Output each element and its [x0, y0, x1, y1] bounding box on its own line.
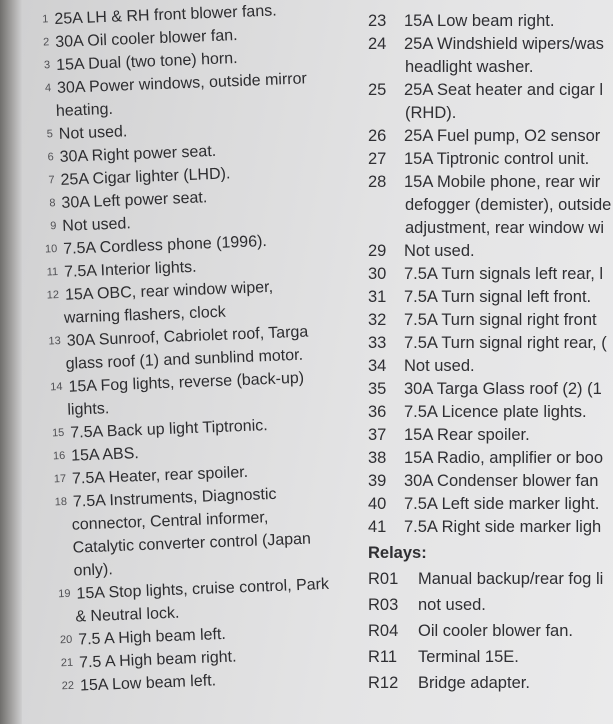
fuse-number: 25 [368, 81, 387, 99]
fuse-item [368, 424, 530, 447]
fuse-number: 32 [368, 311, 387, 329]
fuse-number: 8 [49, 197, 56, 210]
fuse-number: 33 [368, 334, 387, 352]
fuse-description-line: headlight washer. [405, 58, 534, 76]
fuse-item [368, 240, 475, 263]
fuse-number: 7 [48, 174, 55, 187]
fuse-description-line: 30A Sunroof, Cabriolet roof, Targa [66, 323, 309, 350]
fuse-item [368, 378, 602, 401]
fuse-description-line: 7.5A Left side marker light. [404, 495, 600, 513]
fuse-description-line: 7.5A Turn signal right rear, ( [404, 334, 607, 352]
fuse-number: 26 [368, 127, 387, 145]
relay-item [368, 646, 519, 669]
fuse-number: 24 [368, 35, 387, 53]
fuse-item [44, 67, 308, 123]
fuse-number: 18 [54, 495, 68, 509]
fuse-number: 28 [368, 173, 387, 191]
fuse-description-line: 7.5A Interior lights. [63, 258, 197, 281]
fuse-item [368, 493, 599, 516]
fuse-item [61, 669, 217, 697]
fuse-description-line: 30A Left power seat. [61, 189, 208, 212]
fuse-description-line: 7.5 A High beam right. [78, 648, 237, 672]
fuse-description-line: 7.5A Instruments, Diagnostic [72, 485, 277, 511]
fuse-number: 29 [368, 242, 387, 260]
fuse-number: 31 [368, 288, 387, 306]
fuse-description-line: 25A Cigar lighter (LHD). [60, 165, 231, 189]
fuse-item [52, 442, 140, 468]
fuse-description-line: 30A Condenser blower fan [404, 472, 599, 490]
fuse-description-line: Not used. [404, 357, 475, 375]
fuse-number: 11 [46, 266, 59, 279]
fuse-item [368, 355, 475, 378]
fuse-number: 34 [368, 357, 387, 375]
fuse-description-line: 7.5A Turn signal right front [404, 311, 597, 329]
fuse-description-line: 7.5A Cordless phone (1996). [62, 233, 268, 258]
fuse-description-line: 7.5A Turn signals left rear, l [404, 265, 604, 283]
fuse-description-line: 30A Oil cooler blower fan. [54, 26, 238, 51]
fuse-item [368, 125, 600, 148]
fuse-item [368, 447, 603, 470]
fuse-item [368, 33, 604, 56]
page-gutter-shadow [0, 0, 22, 724]
fuse-number: 36 [368, 403, 387, 421]
fuse-description-line: 7.5 A High beam left. [77, 625, 227, 649]
fuse-description-line: 7.5A Right side marker ligh [404, 518, 602, 536]
fuse-number: 6 [47, 151, 54, 164]
fuse-item [50, 367, 305, 422]
fuse-number: 9 [50, 220, 57, 233]
relay-item [368, 620, 573, 643]
fuse-number: 19 [58, 587, 71, 601]
fuse-number: 15 [51, 426, 65, 440]
fuse-description-line: connector, Central informer, [71, 509, 269, 534]
fuse-description-line: 25A LH & RH front blower fans. [54, 2, 277, 28]
fuse-number: 17 [53, 472, 67, 486]
fuse-number: 1 [42, 13, 49, 26]
fuse-description-line: lights. [67, 400, 110, 419]
relay-description: Oil cooler blower fan. [418, 622, 573, 640]
fuse-description-line: 25A Windshield wipers/was [404, 35, 604, 53]
fuse-item [368, 516, 601, 539]
fuse-list-left-column [42, 0, 354, 695]
fuse-number: 14 [50, 380, 63, 394]
fuse-item [46, 120, 128, 146]
relay-item [368, 672, 530, 695]
fuse-item [368, 332, 607, 355]
fuse-number: 39 [368, 472, 387, 490]
relay-code: R01 [368, 570, 399, 588]
fuse-number: 20 [59, 633, 73, 647]
fuse-description-line: adjustment, rear window wi [405, 219, 604, 237]
fuse-description-line: 30A Right power seat. [59, 142, 217, 166]
fuse-description-line: Not used. [58, 123, 128, 143]
fuse-number: 22 [61, 679, 75, 693]
fuse-description-line: Catalytic converter control (Japan [72, 530, 312, 557]
fuse-description-line: 7.5A Turn signal left front. [404, 288, 592, 306]
fuse-number: 2 [42, 36, 50, 49]
fuse-item [368, 79, 603, 102]
fuse-description-line: only). [73, 561, 114, 580]
fuse-description-line: 15A Stop lights, cruise control, Park [76, 575, 330, 603]
fuse-number: 38 [368, 449, 387, 467]
fuse-item [54, 482, 313, 583]
fuse-number: 35 [368, 380, 387, 398]
fuse-description-line: 7.5A Heater, rear spoiler. [71, 463, 249, 488]
relay-code: R11 [368, 648, 398, 666]
fuse-description-line: 25A Seat heater and cigar l [404, 81, 604, 99]
relay-code: R03 [368, 596, 399, 614]
fuse-number: 23 [368, 12, 387, 30]
fuse-description-line: 7.5A Back up light Tiptronic. [70, 417, 268, 442]
fuse-number: 5 [46, 128, 54, 141]
fuse-description-line: (RHD). [405, 104, 457, 122]
fuse-description-line: 15A Low beam left. [79, 672, 217, 695]
fuse-number: 12 [46, 289, 60, 302]
fuse-description-line: 25A Fuel pump, O2 sensor [404, 127, 601, 145]
fuse-description-line: 30A Power windows, outside mirror [56, 70, 308, 97]
fuse-number: 27 [368, 150, 387, 168]
fuse-description-line: Not used. [404, 242, 475, 260]
relay-code: R04 [368, 622, 399, 640]
fuse-number: 13 [48, 334, 62, 348]
relay-description: Manual backup/rear fog li [418, 570, 604, 588]
fuse-description-line: glass roof (1) and sunblind motor. [65, 346, 304, 373]
fuse-description-line: 15A OBC, rear window wiper, [64, 278, 274, 304]
fuse-description-line: 15A ABS. [70, 445, 140, 465]
fuse-item [368, 286, 591, 309]
relay-code: R12 [368, 674, 399, 692]
fuse-number: 10 [44, 243, 58, 256]
fuse-item [368, 148, 589, 171]
fuse-number: 30 [368, 265, 387, 283]
relay-item [368, 594, 486, 617]
fuse-item [46, 276, 275, 330]
fuse-description-line: warning flashers, clock [63, 303, 226, 327]
fuse-description-line: 15A Rear spoiler. [404, 426, 530, 444]
fuse-description-line: 30A Targa Glass roof (2) (1 [404, 380, 602, 398]
fuse-item [368, 470, 598, 493]
fuse-number: 41 [368, 518, 387, 536]
fuse-description-line: 15A Tiptronic control unit. [404, 150, 590, 168]
relay-item [368, 568, 603, 591]
fuse-description-line: 15A Low beam right. [404, 12, 555, 30]
fuse-number: 4 [44, 82, 52, 95]
fuse-description-line: 15A Fog lights, reverse (back-up) [68, 369, 305, 396]
fuse-item [50, 212, 132, 238]
fuse-number: 37 [368, 426, 387, 444]
fuse-number: 40 [368, 495, 387, 513]
fuse-number: 3 [43, 59, 51, 72]
fuse-item [368, 263, 603, 286]
relay-description: not used. [418, 596, 486, 614]
fuse-description-line: defogger (demister), outside [405, 196, 612, 214]
fuse-description-line: 7.5A Licence plate lights. [404, 403, 587, 421]
fuse-description-line: & Neutral lock. [75, 604, 180, 626]
fuse-number: 16 [52, 449, 66, 463]
fuse-item [368, 171, 600, 194]
fuse-item [49, 186, 208, 215]
relays-heading: Relays: [368, 544, 427, 562]
fuse-number: 21 [60, 656, 74, 670]
relay-description: Terminal 15E. [418, 648, 519, 666]
fuse-item [58, 573, 330, 629]
fuse-description-line: 15A Radio, amplifier or boo [404, 449, 604, 467]
fuse-description-line: Not used. [62, 215, 132, 235]
fuse-item [368, 10, 554, 33]
fuse-item [368, 309, 597, 332]
relay-description: Bridge adapter. [418, 674, 530, 692]
fuse-item [368, 401, 587, 424]
fuse-description-line: heating. [55, 100, 114, 120]
fuse-description-line: 15A Mobile phone, rear wir [404, 173, 601, 191]
fuse-description-line: 15A Dual (two tone) horn. [55, 49, 238, 74]
